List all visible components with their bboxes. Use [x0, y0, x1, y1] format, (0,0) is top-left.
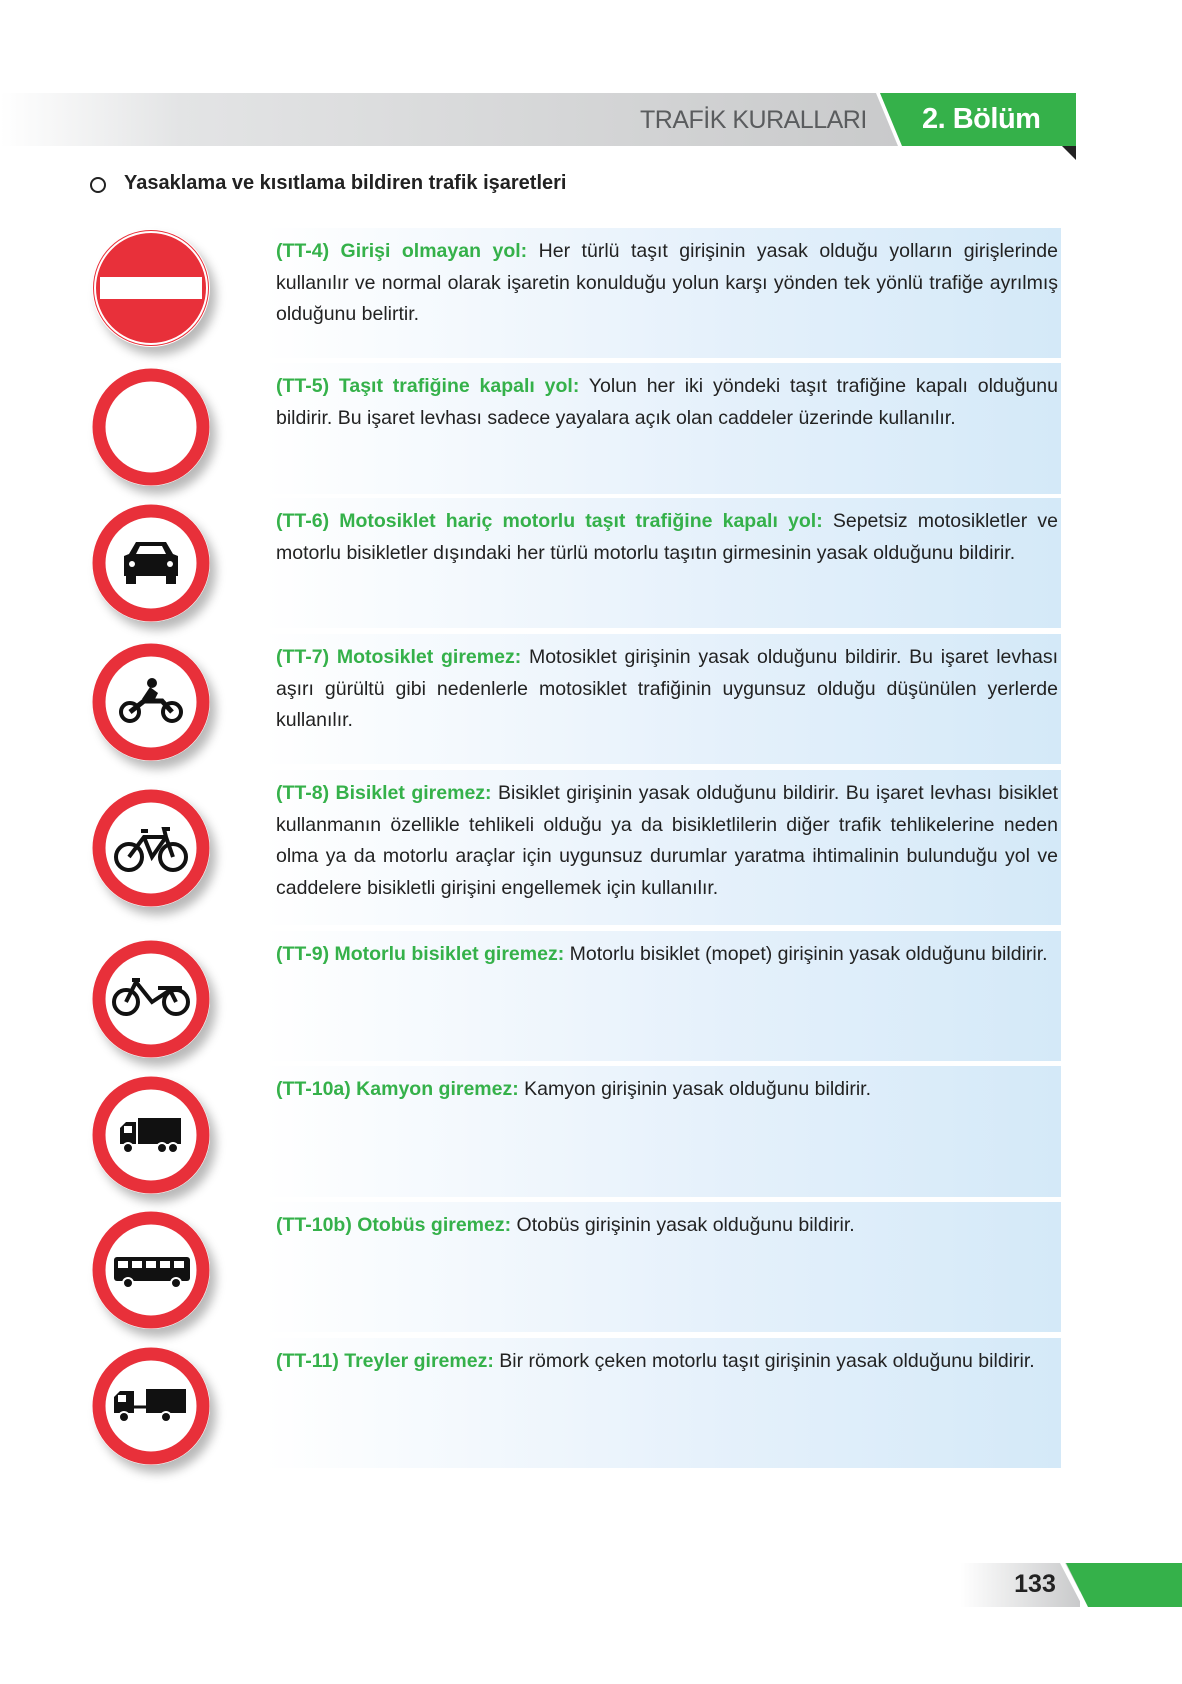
sign-description-box [264, 770, 1061, 925]
sign-description [276, 1074, 1058, 1106]
sign-code: (TT-10a) Kamyon giremez: [276, 1078, 519, 1100]
sign-code: (TT-5) Taşıt trafiğine kapalı yol: [276, 375, 580, 397]
no-entry-sign-icon [92, 229, 210, 347]
no-trucks-sign-icon [92, 1076, 210, 1194]
sign-description-box [264, 931, 1061, 1061]
sign-description-box [264, 1202, 1061, 1332]
no-motorcycles-sign-icon [92, 643, 210, 761]
sign-description-box [264, 1066, 1061, 1197]
sign-code: (TT-7) Motosiklet giremez: [276, 646, 522, 668]
section-heading: Yasaklama ve kısıtlama bildiren trafik işaretleri [124, 172, 567, 194]
sign-text: Bisiklet girişinin yasak olduğunu bildirir. Bu işaret levhası bisiklet kullanmanın özellikle tehlikeli olduğu ya da bisikletlilerin diğer trafik tehlikelerine neden olma ya da motorlu araçlar için uygunsuz durumlar yaratma ihtimalinin bulunduğu yol ve caddelere bisikletli girişini engellemek için kullanılır. [276, 782, 1058, 899]
sign-description [276, 506, 1058, 569]
sign-description [276, 1210, 1058, 1242]
bullet-icon [90, 177, 106, 193]
no-bicycles-sign-icon [92, 789, 210, 907]
sign-description [276, 236, 1058, 331]
sign-text: Motosiklet girişinin yasak olduğunu bildirir. Bu işaret levhası aşırı gürültü gibi nedenlerle motosiklet trafiğinin uygunsuz olduğu düşünülen yerlerde kullanılır. [276, 646, 1058, 731]
sign-text: Bir römork çeken motorlu taşıt girişinin yasak olduğunu bildirir. [493, 1350, 1035, 1372]
sign-code: (TT-6) Motosiklet hariç motorlu taşıt trafiğine kapalı yol: [276, 510, 823, 532]
no-trailers-sign-icon [92, 1347, 210, 1465]
sign-description-box [264, 228, 1061, 358]
no-buses-sign-icon [92, 1211, 210, 1329]
sign-text: Motorlu bisiklet (mopet) girişinin yasak olduğunu bildirir. [564, 943, 1048, 965]
sign-description [276, 778, 1058, 904]
sign-description-box [264, 634, 1061, 764]
header-title: TRAFİK KURALLARI [640, 106, 867, 134]
sign-description-box [264, 363, 1061, 494]
chapter-label: 2. Bölüm [922, 103, 1041, 135]
closed-to-vehicles-sign-icon [92, 368, 210, 486]
sign-description-box [264, 498, 1061, 628]
sign-description [276, 1346, 1058, 1378]
sign-description [276, 642, 1058, 737]
sign-description [276, 939, 1058, 971]
page-number: 133 [1014, 1570, 1056, 1598]
sign-description [276, 371, 1058, 434]
no-mopeds-sign-icon [92, 940, 210, 1058]
sign-code: (TT-10b) Otobüs giremez: [276, 1214, 512, 1236]
sign-text: Yolun her iki yöndeki taşıt trafiğine kapalı olduğunu bildirir. Bu işaret levhası sadece yayalara açık olan caddeler üzerinde kullanılır. [276, 375, 1058, 429]
no-motor-vehicles-sign-icon [92, 504, 210, 622]
sign-code: (TT-4) Girişi olmayan yol: [276, 240, 528, 262]
sign-text: Sepetsiz motosikletler ve motorlu bisikletler dışındaki her türlü motorlu taşıtın girmesinin yasak olduğunu bildirir. [276, 510, 1058, 564]
sign-code: (TT-9) Motorlu bisiklet giremez: [276, 943, 565, 965]
sign-text: Kamyon girişinin yasak olduğunu bildirir. [518, 1078, 872, 1100]
sign-text: Otobüs girişinin yasak olduğunu bildirir. [511, 1214, 855, 1236]
sign-code: (TT-11) Treyler giremez: [276, 1350, 494, 1372]
sign-text: Her türlü taşıt girişinin yasak olduğu yolların girişlerinde kullanılır ve normal olarak işaretin konulduğu yolun karşı yönden tek yönlü trafiğe ayrılmış olduğunu belirtir. [276, 240, 1058, 325]
sign-code: (TT-8) Bisiklet giremez: [276, 782, 492, 804]
sign-description-box [264, 1338, 1061, 1468]
corner-marker [1062, 146, 1076, 160]
